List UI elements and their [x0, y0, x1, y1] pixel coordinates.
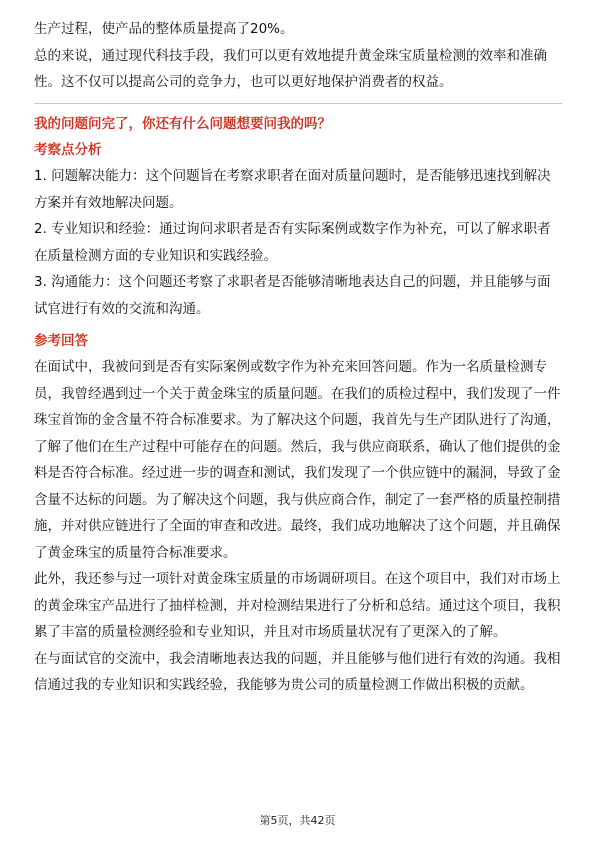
page-number-footer: 第5页，共42页 [259, 814, 336, 827]
answer-paragraph: 在与面试官的交流中，我会清晰地表达我的问题，并且能够与他们进行有效的沟通。我相信通过我的专业知识和实践经验，我能够为贵公司的质量检测工作做出积极的贡献。 [34, 650, 561, 693]
analysis-item: 2. 专业知识和经验：通过询问求职者是否有实际案例或数字作为补充，可以了解求职者在质量检测方面的专业知识和实践经验。 [34, 221, 551, 264]
answer-paragraph: 此外，我还参与过一项针对黄金珠宝质量的市场调研项目。在这个项目中，我们对市场上的黄金珠宝产品进行了抽样检测，并对检测结果进行了分析和总结。通过这个项目，我积累了丰富的质量检测经验和专业知识，并且对市场质量状况有了更深入的了解。 [34, 571, 561, 640]
answer-paragraph: 在面试中，我被问到是否有实际案例或数字作为补充来回答问题。作为一名质量检测专员，我曾经遇到过一个关于黄金珠宝的质量问题。在我们的质检过程中，我们发现了一件珠宝首饰的金含量不符合标准要求。为了解决这个问题，我首先与生产团队进行了沟通，了解了他们在生产过程中可能存在的问题。然后，我与供应商联系，确认了他们提供的金料是否符合标准。经过进一步的调查和测试，我们发现了一个供应链中的漏洞，导致了金含量不达标的问题。为了解决这个问题，我与供应商合作，制定了一套严格的质量控制措施，并对供应链进行了全面的审查和改进。最终，我们成功地解决了这个问题，并且确保了黄金珠宝的质量符合标准要求。 [34, 359, 561, 561]
intro-paragraph-1: 生产过程，使产品的整体质量提高了20%。 [34, 21, 294, 37]
section-divider [34, 103, 562, 104]
analysis-item: 1. 问题解决能力：这个问题旨在考察求职者在面对质量问题时，是否能够迅速找到解决方案并有效地解决问题。 [34, 168, 551, 211]
analysis-item: 3. 沟通能力：这个问题还考察了求职者是否能够清晰地表达自己的问题，并且能够与面试官进行有效的交流和沟通。 [34, 274, 551, 317]
intro-paragraph-2: 总的来说，通过现代科技手段，我们可以更有效地提升黄金珠宝质量检测的效率和准确性。这不仅可以提高公司的竞争力，也可以更好地保护消费者的权益。 [34, 47, 547, 90]
closing-question: 我的问题问完了，你还有什么问题想要问我的吗？ [34, 115, 331, 132]
answer-heading: 参考回答 [34, 333, 88, 349]
analysis-heading: 考察点分析 [34, 142, 102, 158]
document-page [34, 16, 562, 699]
